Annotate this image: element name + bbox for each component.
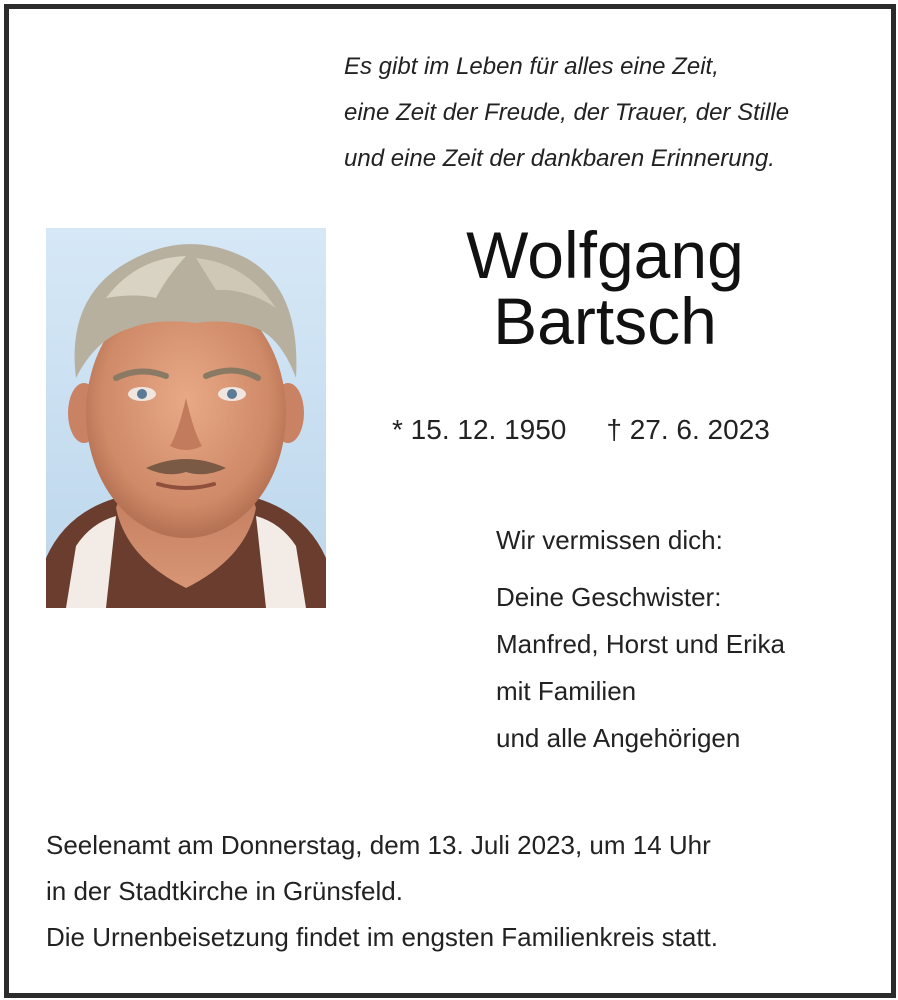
mourner-line: mit Familien: [496, 676, 637, 706]
memorial-verse: [344, 44, 864, 182]
mourners-block: [496, 520, 876, 762]
portrait-illustration: [46, 228, 326, 608]
birth-date: * 15. 12. 1950: [392, 414, 567, 445]
portrait-photo: [46, 228, 326, 608]
first-name: Wolfgang: [466, 218, 744, 292]
service-info: [46, 822, 866, 960]
last-name: Bartsch: [493, 284, 717, 358]
life-dates: [392, 410, 862, 450]
deceased-name: [370, 218, 840, 358]
verse-line: eine Zeit der Freude, der Trauer, der Stille: [344, 99, 790, 126]
verse-line: Es gibt im Leben für alles eine Zeit,: [344, 53, 719, 80]
service-line: Die Urnenbeisetzung findet im engsten Familienkreis statt.: [46, 922, 718, 952]
service-line: in der Stadtkirche in Grünsfeld.: [46, 876, 403, 906]
service-line: Seelenamt am Donnerstag, dem 13. Juli 2023, um 14 Uhr: [46, 830, 711, 860]
death-date: † 27. 6. 2023: [606, 414, 770, 445]
verse-line: und eine Zeit der dankbaren Erinnerung.: [344, 145, 775, 172]
mourners-intro: Wir vermissen dich:: [496, 525, 723, 555]
mourner-line: Deine Geschwister:: [496, 582, 722, 612]
mourner-line: Manfred, Horst und Erika: [496, 629, 786, 659]
mourner-line: und alle Angehörigen: [496, 723, 741, 753]
